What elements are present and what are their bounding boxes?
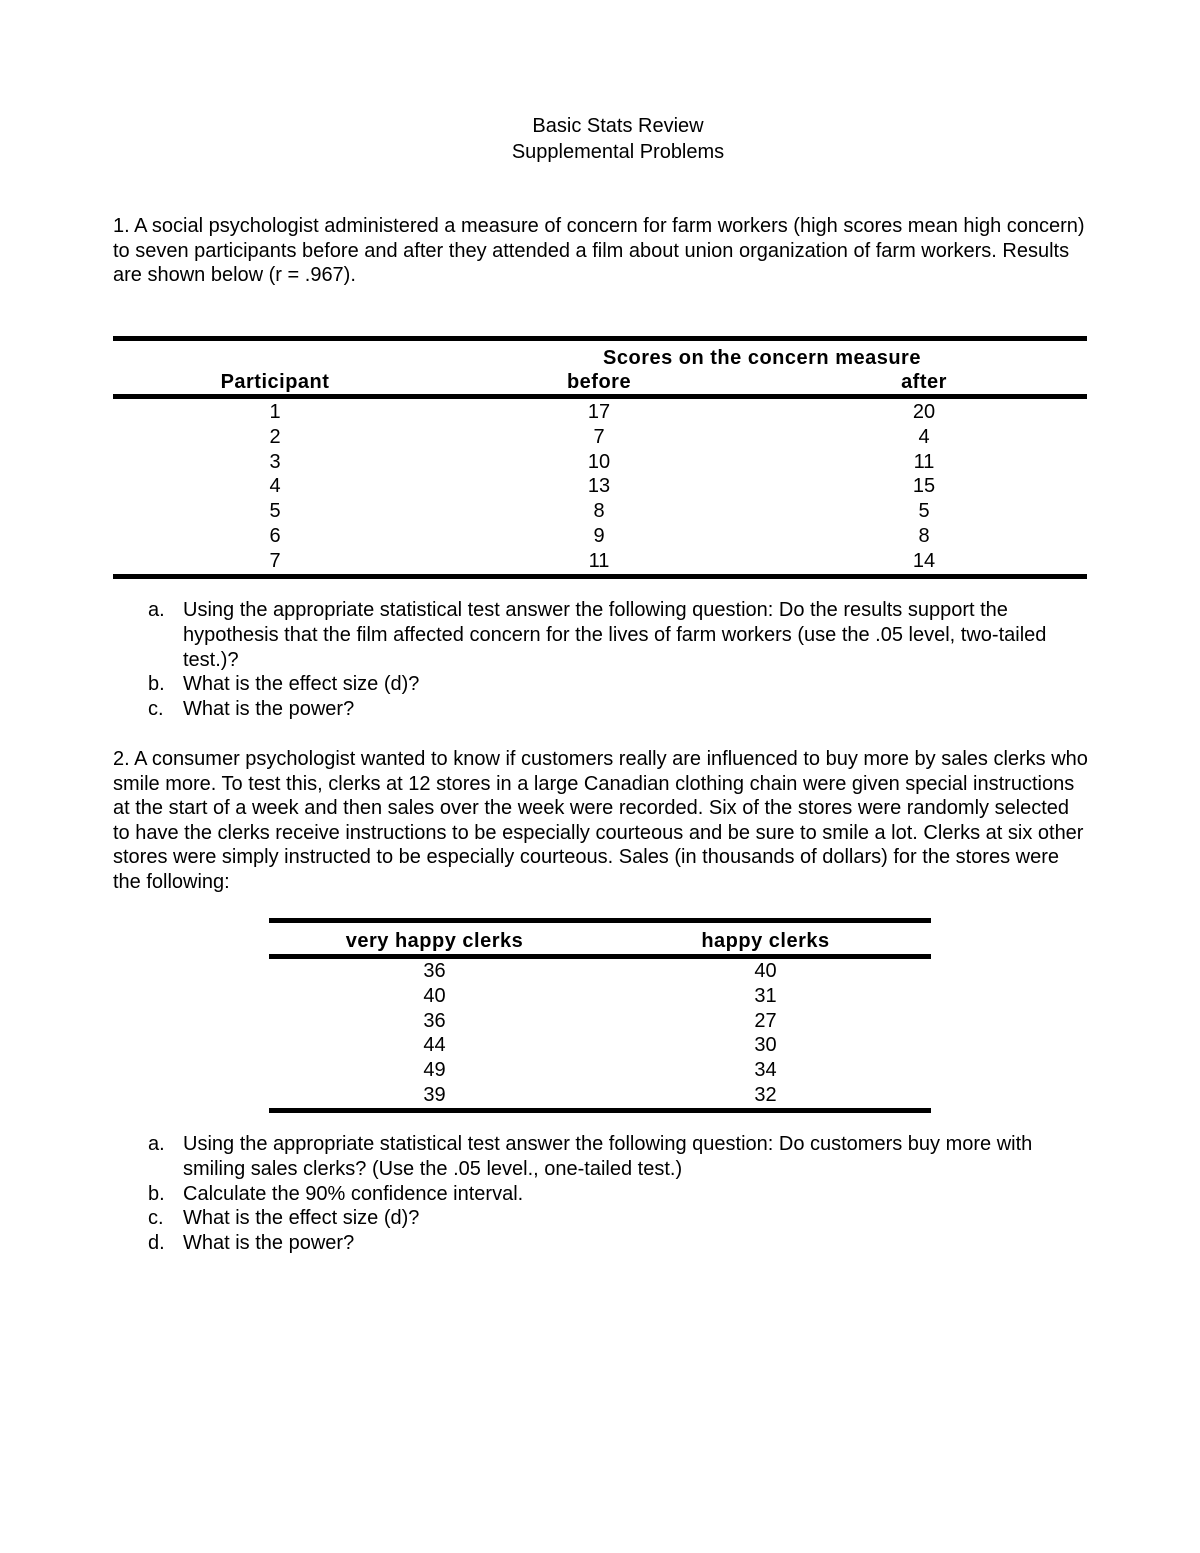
table-row <box>269 984 931 1009</box>
column-header-happy-clerks: happy clerks <box>600 921 931 957</box>
before-cell: 17 <box>587 401 611 423</box>
document-title: Basic Stats Review <box>532 115 704 137</box>
question-text: What is the effect size (d)? <box>183 673 420 696</box>
table-row <box>113 397 1087 425</box>
column-header-after: after <box>761 370 1087 397</box>
list-item <box>148 672 1088 697</box>
happy-sales-cell: 32 <box>754 1083 777 1106</box>
question-text: Using the appropriate statistical test answer the following question: Do customers buy more with smiling sales clerks? (Use the .05 level., one-tailed test.) <box>183 1133 1033 1180</box>
participant-cell: 2 <box>269 425 281 448</box>
problem-2-questions <box>148 1132 1088 1256</box>
very-happy-sales-cell: 49 <box>423 1059 446 1082</box>
happy-sales-cell: 27 <box>754 1009 777 1032</box>
very-happy-sales-cell: 36 <box>423 1009 446 1032</box>
problem-1-text: 1. A social psychologist administered a measure of concern for farm workers (high scores mean high concern) to seven participants before and after they attended a film about union organization of farm workers. Results are shown below (r = .967). <box>113 215 1085 287</box>
very-happy-sales-cell: 39 <box>423 1083 446 1106</box>
table-row <box>269 1009 931 1034</box>
document-header <box>0 113 1200 165</box>
list-item <box>148 1132 1088 1182</box>
before-cell: 10 <box>587 450 611 473</box>
table-row <box>113 425 1087 450</box>
question-text: What is the power? <box>183 1232 355 1255</box>
happy-sales-cell: 34 <box>754 1059 777 1082</box>
question-text: What is the power? <box>183 698 355 721</box>
participant-cell: 5 <box>269 500 281 523</box>
happy-sales-cell: 31 <box>754 984 777 1007</box>
participant-cell: 6 <box>269 524 281 547</box>
column-header-before: before <box>437 370 761 397</box>
list-item <box>148 1182 1088 1207</box>
document-subtitle: Supplemental Problems <box>511 141 725 163</box>
column-header-participant: Participant <box>113 370 437 397</box>
list-item <box>148 1231 1088 1256</box>
table-row <box>113 524 1087 549</box>
happy-sales-cell: 30 <box>754 1034 777 1057</box>
before-cell: 8 <box>593 500 605 523</box>
after-cell: 15 <box>912 475 936 498</box>
problem-2-text: 2. A consumer psychologist wanted to know if customers really are influenced to buy more by sales clerks who smile more. To test this, clerks at 12 stores in a large Canadian clothing chain were given special instructions at the start of a week and then sales over the week were recorded. Six of the stores were randomly selected to have the clerks receive instructions to be especially courteous and be sure to smile a lot. Clerks at six other stores were simply instructed to be especially courteous. Sales (in thousands of dollars) for the stores were the following: <box>113 748 1088 893</box>
after-cell: 20 <box>912 401 936 423</box>
table-row <box>113 499 1087 524</box>
happy-sales-cell: 40 <box>754 960 777 982</box>
before-cell: 9 <box>593 524 605 547</box>
participant-cell: 4 <box>269 475 281 498</box>
very-happy-sales-cell: 44 <box>423 1034 446 1057</box>
table-row <box>269 1033 931 1058</box>
before-cell: 11 <box>588 549 610 572</box>
question-letter: c. <box>148 1207 164 1230</box>
column-header-very-happy-clerks: very happy clerks <box>269 921 600 957</box>
question-letter: c. <box>148 698 164 721</box>
list-item <box>148 1206 1088 1231</box>
table-row <box>269 1058 931 1083</box>
concern-scores-table <box>113 336 1087 579</box>
question-letter: d. <box>148 1232 165 1255</box>
table-row <box>113 474 1087 499</box>
very-happy-sales-cell: 40 <box>423 984 446 1007</box>
table-row <box>113 450 1087 475</box>
very-happy-sales-cell: 36 <box>423 960 446 982</box>
before-cell: 13 <box>587 475 611 498</box>
question-letter: b. <box>148 1182 165 1205</box>
after-cell: 8 <box>918 524 930 547</box>
question-letter: a. <box>148 599 165 621</box>
after-cell: 4 <box>918 425 930 448</box>
question-text: Using the appropriate statistical test answer the following question: Do the results support the hypothesis that the film affected concern for the lives of farm workers (use the .05 level, two-tailed test.)? <box>183 599 1047 671</box>
question-letter: b. <box>148 673 165 696</box>
sales-table <box>269 918 931 1113</box>
after-cell: 11 <box>913 450 935 473</box>
participant-cell: 1 <box>269 401 281 423</box>
question-text: Calculate the 90% confidence interval. <box>183 1182 524 1205</box>
list-item <box>148 697 1088 722</box>
table-row <box>269 1083 931 1110</box>
group-header-concern-measure: Scores on the concern measure <box>603 347 921 369</box>
question-letter: a. <box>148 1133 165 1155</box>
before-cell: 7 <box>593 425 605 448</box>
table-row <box>113 549 1087 576</box>
question-text: What is the effect size (d)? <box>183 1207 420 1230</box>
participant-cell: 3 <box>269 450 281 473</box>
after-cell: 14 <box>912 549 936 572</box>
participant-cell: 7 <box>269 549 281 572</box>
table-header-spacer <box>113 339 437 371</box>
list-item <box>148 598 1088 672</box>
table-row <box>269 957 931 984</box>
after-cell: 5 <box>918 500 930 523</box>
problem-1-questions <box>148 598 1088 722</box>
